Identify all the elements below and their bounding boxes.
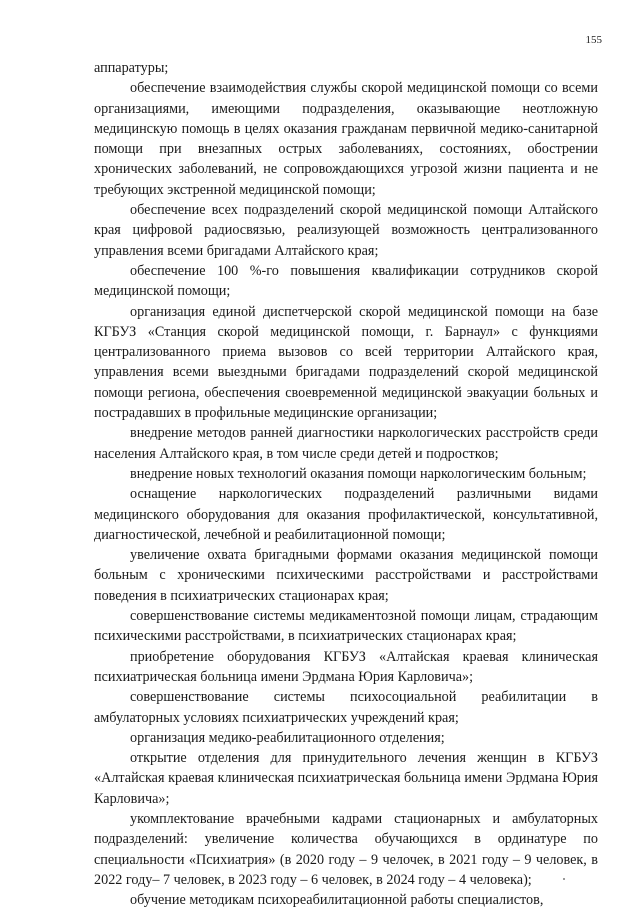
paragraph: аппаратуры; xyxy=(94,60,169,76)
paragraph: обеспечение всех подразделений скорой медицинской помощи Алтайского края цифровой радиосвязью, реализующей возможность централизованного управления всеми бригадами Алтайского края; xyxy=(94,202,598,259)
paragraph: организация единой диспетчерской скорой медицинской помощи на базе КГБУЗ «Станция скорой медицинской помощи, г. Барнаул» с функциями централизованного приема вызовов со всей территории Алтайского края, управления всеми выездными бригадами подразделений скорой медицинской помощи региона, обеспечения своевременной медицинской эвакуации больных и пострадавших в профильные медицинские организации; xyxy=(94,303,598,422)
paragraph: организация медико-реабилитационного отделения; xyxy=(130,729,445,746)
paragraph: внедрение методов ранней диагностики наркологических расстройств среди населения Алтайского края, в том числе среди детей и подростков; xyxy=(94,425,598,462)
scan-speck xyxy=(563,878,565,880)
paragraph: обучение методикам психореабилитационной работы специалистов, xyxy=(130,892,544,909)
paragraph: обеспечение взаимодействия службы скорой медицинской помощи со всеми организациями, имеющими подразделения, оказывающие неотложную медицинскую помощь в целях оказания гражданам первичной медико-санитарной помощи при внезапных острых заболеваниях, состояниях, обострении хронических заболеваний, не сопровождающихся угрозой жизни пациента и не требующих экстренной медицинской помощи; xyxy=(94,80,598,198)
paragraph: увеличение охвата бригадными формами оказания медицинской помощи больным с хроническими психическими расстройствами и расстройствами поведения в психиатрических стационарах края; xyxy=(94,547,598,604)
paragraph: открытие отделения для принудительного лечения женщин в КГБУЗ «Алтайская краевая клиническая психиатрическая больница имени Эрдмана Юрия Карловича»; xyxy=(94,750,598,807)
document-body xyxy=(94,58,598,910)
paragraph: совершенствование системы психосоциальной реабилитации в амбулаторных условиях психиатрических учреждений края; xyxy=(94,689,598,726)
paragraph: совершенствование системы медикаментозной помощи лицам, страдающим психическими расстройствами, в психиатрических стационарах края; xyxy=(94,608,598,645)
page-number: 155 xyxy=(585,34,602,46)
paragraph: укомплектование врачебными кадрами стационарных и амбулаторных подразделений: увеличение количества обучающихся в ординатуре по специальности «Психиатрия» (в 2020 году – 9 челочек, в 2021 году – 9 человек, в 2022 году– 7 человек, в 2023 году – 6 человек, в 2024 году – 4 человека); xyxy=(94,810,598,888)
paragraph: приобретение оборудования КГБУЗ «Алтайская краевая клиническая психиатрическая больница имени Эрдмана Юрия Карловича»; xyxy=(94,648,598,685)
paragraph: оснащение наркологических подразделений различными видами медицинского оборудования для оказания профилактической, консультативной, диагностической, лечебной и реабилитационной помощи; xyxy=(94,486,598,543)
paragraph: обеспечение 100 %-го повышения квалификации сотрудников скорой медицинской помощи; xyxy=(94,262,598,300)
paragraph: внедрение новых технологий оказания помощи наркологическим больным; xyxy=(130,465,587,482)
